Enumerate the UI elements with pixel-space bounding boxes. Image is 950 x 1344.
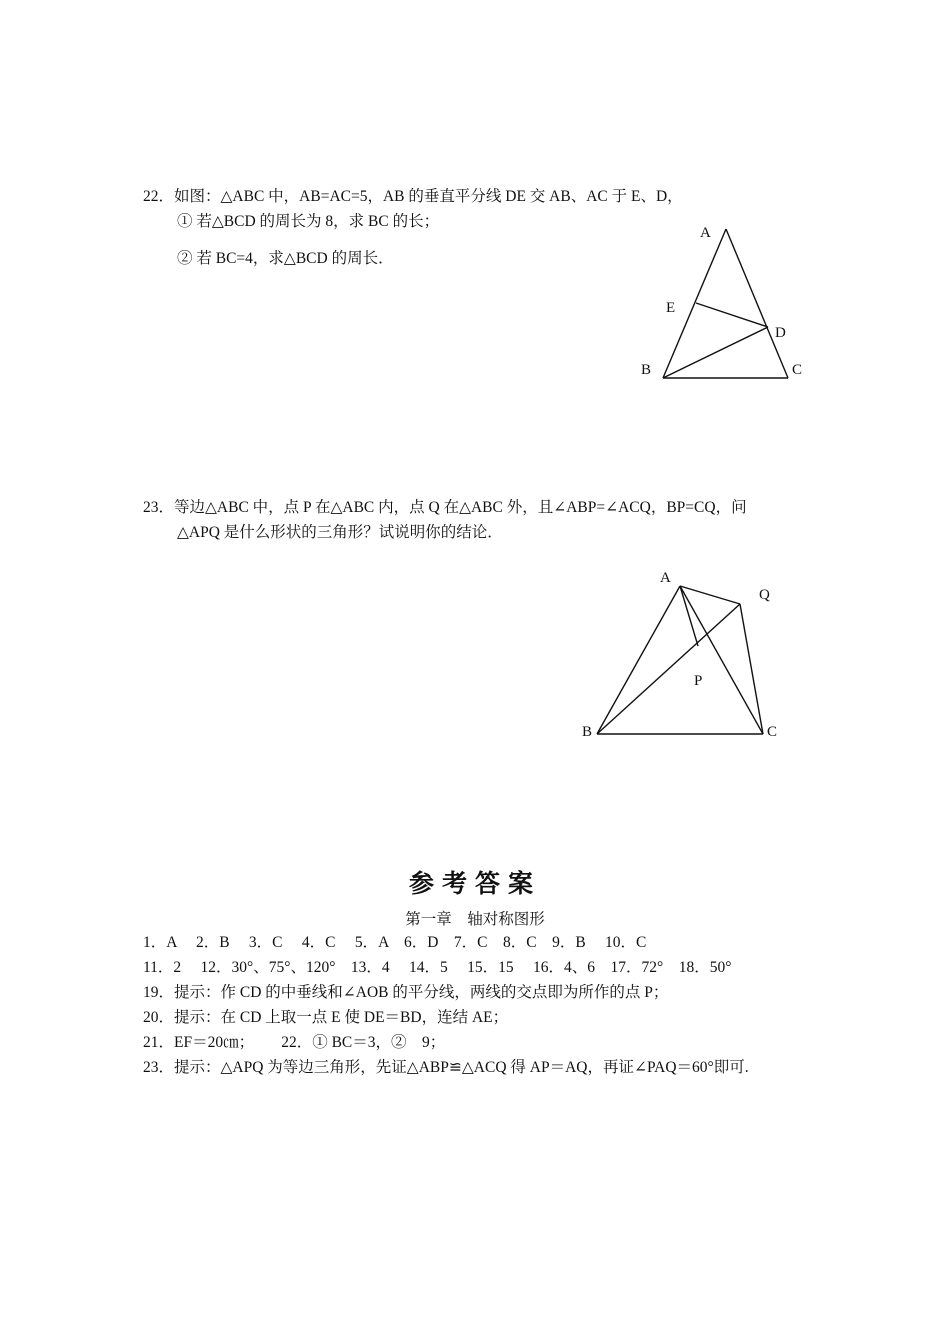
q23-triangle-figure — [570, 560, 820, 750]
answer-line: 21．EF＝20㎝； 22．① BC＝3，② 9； — [143, 1034, 446, 1051]
q23-line-2: △APQ 是什么形状的三角形？试说明你的结论． — [177, 524, 503, 541]
segment-ap — [680, 586, 698, 646]
label-a: A — [660, 570, 671, 586]
segment-ac — [726, 229, 788, 378]
segment-bq — [597, 604, 740, 734]
label-q: Q — [759, 587, 770, 603]
answer-line: 20．提示：在 CD 上取一点 E 使 DE＝BD，连结 AE； — [143, 1009, 509, 1026]
label-p: P — [694, 673, 703, 689]
answers-title: 参考答案 — [408, 871, 541, 898]
answer-line: 19．提示：作 CD 的中垂线和∠AOB 的平分线，两线的交点即为所作的点 P； — [143, 984, 669, 1001]
answers-chapter-heading: 第一章 轴对称图形 — [405, 911, 545, 928]
label-c: C — [792, 362, 803, 378]
q22-line-3: ② 若 BC=4，求△BCD 的周长． — [177, 250, 394, 267]
label-d: D — [775, 325, 786, 341]
answer-line: 11．2 12．30°、75°、120° 13．4 14．5 15．15 16．4、6 17．72° 18．50° — [143, 959, 732, 976]
label-b: B — [582, 724, 593, 740]
q22-line-1: 22．如图：△ABC 中，AB=AC=5，AB 的垂直平分线 DE 交 AB、AC 于 E、D， — [143, 188, 683, 205]
answer-line: 1．A 2．B 3．C 4．C 5．A 6．D 7．C 8．C 9．B 10．C — [143, 934, 647, 951]
q22-line-2: ① 若△BCD 的周长为 8，求 BC 的长； — [177, 213, 440, 230]
label-c: C — [767, 724, 778, 740]
segment-bd — [663, 327, 768, 378]
q22-triangle-figure — [630, 215, 820, 390]
label-b: B — [641, 362, 652, 378]
segment-ed — [696, 303, 768, 327]
segment-ab — [597, 586, 680, 734]
answer-line: 23．提示：△APQ 为等边三角形，先证△ABP≌△ACQ 得 AP＝AQ，再证∠PAQ＝60°即可. — [143, 1059, 749, 1076]
q23-line-1: 23．等边△ABC 中，点 P 在△ABC 内，点 Q 在△ABC 外，且∠ABP=∠ACQ，BP=CQ，问 — [143, 499, 747, 516]
label-e: E — [666, 300, 676, 316]
label-a: A — [700, 225, 711, 241]
